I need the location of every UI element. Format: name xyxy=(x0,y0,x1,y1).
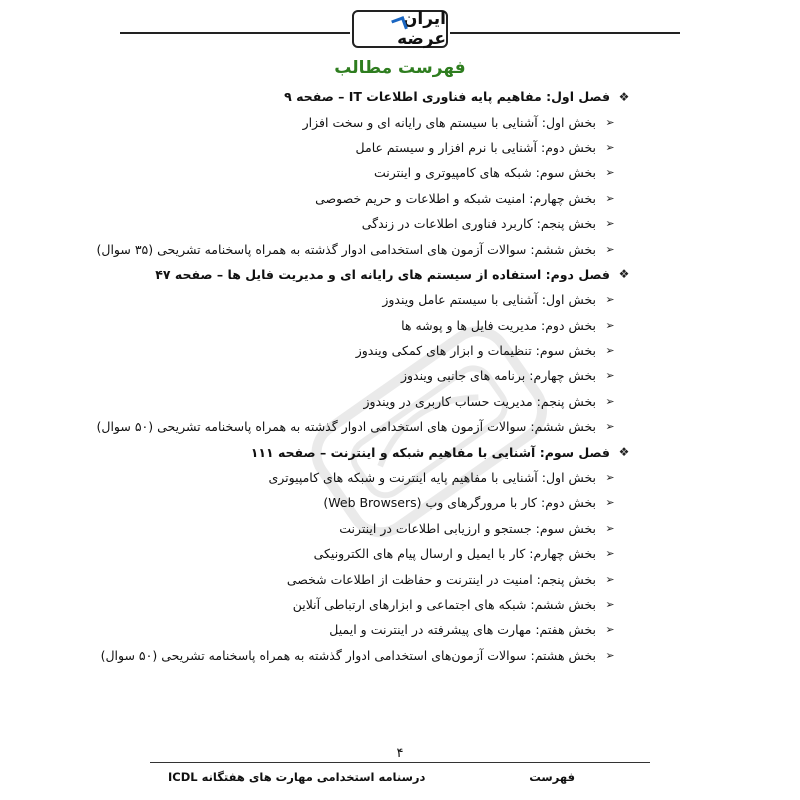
arrowhead-bullet-icon: ➢ xyxy=(605,420,615,434)
toc-section-item xyxy=(152,389,632,414)
toc-chapter-item xyxy=(152,439,632,464)
toc-section-item xyxy=(152,135,632,160)
diamond-bullet-icon: ❖ xyxy=(618,267,630,282)
arrowhead-bullet-icon: ➢ xyxy=(605,572,615,586)
toc-item-text: بخش اول: آشنایی با سیستم های رایانه ای و سخت افزار xyxy=(302,114,596,130)
arrowhead-bullet-icon: ➢ xyxy=(605,471,615,485)
toc-section-item xyxy=(152,617,632,642)
toc-item-text: بخش چهارم: امنیت شبکه و اطلاعات و حریم خصوصی xyxy=(315,190,596,206)
arrowhead-bullet-icon: ➢ xyxy=(605,344,615,358)
toc-item-text: بخش پنجم: امنیت در اینترنت و حفاظت از اطلاعات شخصی xyxy=(286,571,596,587)
toc-item-text: بخش دوم: آشنایی با نرم افزار و سیستم عامل xyxy=(355,139,596,155)
toc-item-text: بخش چهارم: کار با ایمیل و ارسال پیام های الکترونیکی xyxy=(313,546,596,562)
arrowhead-bullet-icon: ➢ xyxy=(605,293,615,307)
toc-item-text: بخش ششم: شبکه های اجتماعی و ابزارهای ارتباطی آنلاین xyxy=(292,597,596,612)
toc-section-item xyxy=(100,643,632,668)
toc-item-text: بخش اول: آشنایی با مفاهیم پایه اینترنت و شبکه های کامپیوتری xyxy=(268,470,596,486)
toc-item-text: فصل اول: مفاهیم پایه فناوری اطلاعات IT – صفحه ۹ xyxy=(284,89,610,105)
toc-item-text: بخش چهارم: برنامه های جانبی ویندوز xyxy=(400,368,596,384)
toc-section-item xyxy=(152,160,632,185)
toc-item-text: بخش هفتم: مهارت های پیشرفته در اینترنت و ایمیل xyxy=(329,622,596,638)
toc-item-text: بخش ششم: سوالات آزمون های استخدامی ادوار گذشته به همراه پاسخنامه تشریحی (۵۰ سوال) xyxy=(96,419,596,435)
toc-item-text: فصل دوم: استفاده از سیستم های رایانه ای و مدیریت فایل ها – صفحه ۴۷ xyxy=(155,266,610,282)
toc-item-text: بخش سوم: تنظیمات و ابزار های کمکی ویندوز xyxy=(355,343,596,359)
diamond-bullet-icon: ❖ xyxy=(618,445,630,460)
arrowhead-bullet-icon: ➢ xyxy=(605,369,615,383)
arrowhead-bullet-icon: ➢ xyxy=(605,318,615,332)
toc-chapter-item xyxy=(152,262,632,287)
toc-section-item xyxy=(152,490,632,515)
toc-section-item xyxy=(152,516,632,541)
toc-section-item xyxy=(152,186,632,211)
arrowhead-bullet-icon: ➢ xyxy=(605,394,615,408)
footer-book-title: درسنامه استخدامی مهارت های هفتگانه ICDL xyxy=(168,770,426,784)
footer-section-label: فهرست xyxy=(529,770,575,784)
arrowhead-bullet-icon: ➢ xyxy=(605,191,615,205)
toc-section-item xyxy=(152,338,632,363)
arrowhead-bullet-icon: ➢ xyxy=(605,115,615,129)
toc-item-text: بخش سوم: شبکه های کامپیوتری و اینترنت xyxy=(373,165,596,181)
toc-section-item xyxy=(96,414,632,439)
toc-section-item xyxy=(152,465,632,490)
toc-section-item xyxy=(152,592,632,617)
arrowhead-bullet-icon: ➢ xyxy=(605,598,615,611)
toc-chapter-item xyxy=(152,84,632,109)
toc-item-text: بخش پنجم: مدیریت حساب کاربری در ویندوز xyxy=(363,393,596,409)
page-number: ۴ xyxy=(396,746,404,761)
arrowhead-bullet-icon: ➢ xyxy=(605,623,615,637)
arrowhead-bullet-icon: ➢ xyxy=(605,648,615,662)
table-of-contents xyxy=(96,84,632,668)
arrowhead-bullet-icon: ➢ xyxy=(605,140,615,154)
toc-section-item xyxy=(152,313,632,338)
toc-section-item xyxy=(152,109,632,134)
toc-item-text: بخش هشتم: سوالات آزمون‌های استخدامی ادوار گذشته به همراه پاسخنامه تشریحی (۵۰ سوال) xyxy=(100,647,596,663)
logo-text: ایران عرضه xyxy=(397,9,446,49)
toc-item-text: بخش دوم: مدیریت فایل ها و پوشه ها xyxy=(401,317,596,333)
arrowhead-bullet-icon: ➢ xyxy=(605,521,615,535)
toc-section-item xyxy=(96,236,632,261)
arrowhead-bullet-icon: ➢ xyxy=(605,547,615,561)
diamond-bullet-icon: ❖ xyxy=(618,89,630,104)
toc-section-item xyxy=(152,287,632,312)
toc-item-text: بخش سوم: جستجو و ارزیابی اطلاعات در اینترنت xyxy=(339,520,596,536)
page-title: فهرست مطالب xyxy=(334,58,466,78)
toc-item-text: بخش ششم: سوالات آزمون های استخدامی ادوار گذشته به همراه پاسخنامه تشریحی (۳۵ سوال) xyxy=(96,241,596,257)
toc-item-text: فصل سوم: آشنایی با مفاهیم شبکه و اینترنت – صفحه ۱۱۱ xyxy=(250,444,610,460)
header-rule-right xyxy=(450,32,680,34)
arrowhead-bullet-icon: ➢ xyxy=(605,242,615,256)
toc-section-item xyxy=(152,211,632,236)
arrowhead-bullet-icon: ➢ xyxy=(605,496,615,510)
toc-section-item xyxy=(152,566,632,591)
arrowhead-bullet-icon: ➢ xyxy=(605,217,615,231)
toc-section-item xyxy=(152,363,632,388)
toc-item-text: بخش اول: آشنایی با سیستم عامل ویندوز xyxy=(382,292,596,308)
header-rule-left xyxy=(120,32,350,34)
arrowhead-bullet-icon: ➢ xyxy=(605,166,615,180)
footer-rule xyxy=(150,762,650,763)
publisher-logo xyxy=(352,10,448,48)
toc-item-text: بخش پنجم: کاربرد فناوری اطلاعات در زندگی xyxy=(361,216,596,232)
toc-section-item xyxy=(152,541,632,566)
toc-item-text: بخش دوم: کار با مرورگرهای وب (Web Browsers) xyxy=(323,495,596,511)
